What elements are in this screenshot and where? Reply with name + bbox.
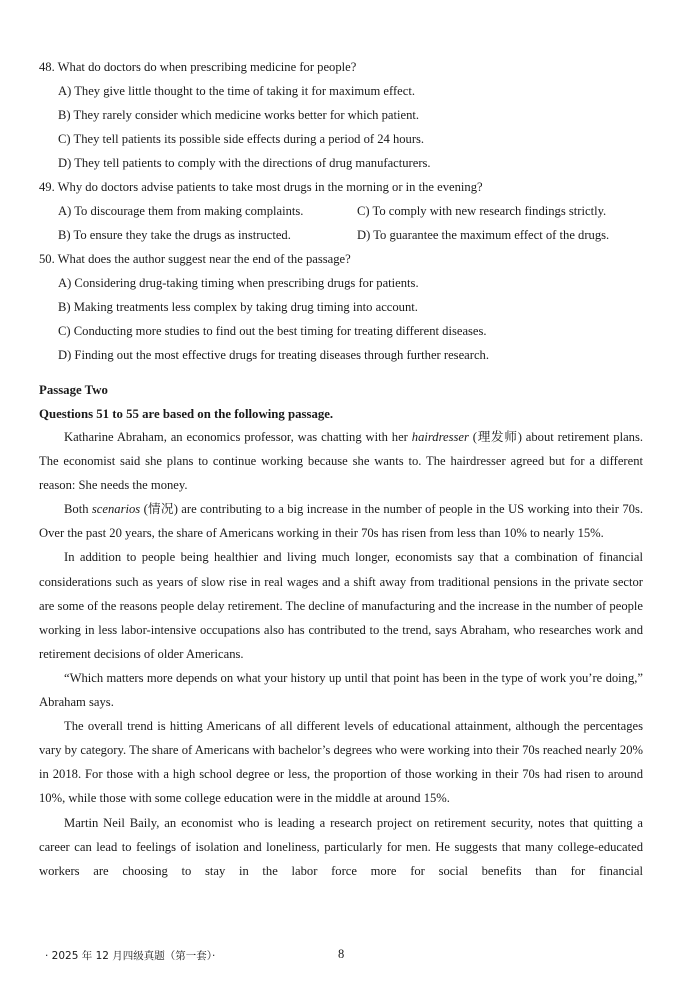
paragraph-2-text-b: are contributing to a big increase in the number of people in the US working into their 70s. Over the past 20 years, the share of Americans working in their 70s has risen from less than 10% to nearly 15%.	[39, 502, 643, 541]
passage-subtitle: Questions 51 to 55 are based on the following passage.	[39, 407, 334, 421]
chinese-gloss: (情况)	[140, 502, 182, 517]
paragraph-1	[39, 425, 643, 497]
passage-body	[39, 425, 643, 883]
question-48-option-d: D) They tell patients to comply with the directions of drug manufacturers.	[58, 156, 431, 170]
question-50-stem: 50. What does the author suggest near the end of the passage?	[39, 252, 351, 266]
question-50-option-c: C) Conducting more studies to find out the best timing for treating different diseases.	[58, 324, 487, 338]
passage-title: Passage Two	[39, 383, 108, 397]
question-48-option-a: A) They give little thought to the time of taking it for maximum effect.	[58, 84, 415, 98]
paragraph-5: The overall trend is hitting Americans of all different levels of educational attainment, although the percentages vary by category. The share of Americans with bachelor’s degrees who were working into their 70s reached nearly 20% in 2018. For those with a high school degree or less, the proportion of those working in their 70s had risen to around 10%, while those with some college education were in the middle at around 15%.	[39, 719, 643, 806]
question-48-option-b: B) They rarely consider which medicine works better for which patient.	[58, 108, 420, 122]
question-49-stem: 49. Why do doctors advise patients to take most drugs in the morning or in the evening?	[39, 180, 483, 194]
glossed-term-scenarios: scenarios	[91, 502, 141, 517]
question-48-option-c: C) They tell patients its possible side effects during a period of 24 hours.	[58, 132, 425, 146]
paragraph-1-text-b: about retirement plans. The economist said she plans to continue working because she wants to. The hairdresser agreed but for a different reason: She needs the money.	[39, 430, 644, 493]
question-49-option-d: D) To guarantee the maximum effect of the drugs.	[357, 228, 610, 242]
page-number: 8	[338, 947, 345, 961]
paragraph-1-text-a: Katharine Abraham, an economics professor, was chatting with her	[64, 430, 412, 444]
question-49-option-a: A) To discourage them from making complaints.	[58, 204, 304, 218]
question-50-option-b: B) Making treatments less complex by taking drug timing into account.	[58, 300, 418, 314]
question-49-option-c: C) To comply with new research findings strictly.	[357, 204, 607, 218]
exam-source-footer: · 2025 年 12 月四级真题（第一套）·	[45, 950, 216, 962]
chinese-gloss: (理发师)	[468, 430, 526, 444]
paragraph-4: “Which matters more depends on what your history up until that point has been in the type of work you’re doing,” Abraham says.	[39, 670, 643, 710]
glossed-term-hairdresser: hairdresser	[411, 430, 469, 444]
paragraph-2-text-a: Both	[64, 502, 92, 517]
paragraph-3: In addition to people being healthier and living much longer, economists say that a combination of financial considerations such as years of slow rise in real wages and a shift away from traditional pensions in the private sector are some of the reasons people delay retirement. The decline of manufacturing and the increase in the number of people working in less labor-intensive occupations also has contributed to the trend, says Abraham, who researches work and retirement decisions of older Americans.	[39, 550, 643, 661]
question-49-option-b: B) To ensure they take the drugs as instructed.	[58, 228, 291, 242]
question-50-option-a: A) Considering drug-taking timing when prescribing drugs for patients.	[58, 276, 419, 290]
paragraph-2	[39, 497, 643, 545]
paragraph-6: Martin Neil Baily, an economist who is leading a research project on retirement security, notes that quitting a career can lead to feelings of isolation and loneliness, particularly for men. He suggests that many college-educated workers are choosing to stay in the labor force more for social benefits than for financial	[39, 815, 643, 878]
question-50-option-d: D) Finding out the most effective drugs for treating diseases through further research.	[58, 348, 489, 362]
question-48-stem: 48. What do doctors do when prescribing medicine for people?	[39, 60, 357, 74]
